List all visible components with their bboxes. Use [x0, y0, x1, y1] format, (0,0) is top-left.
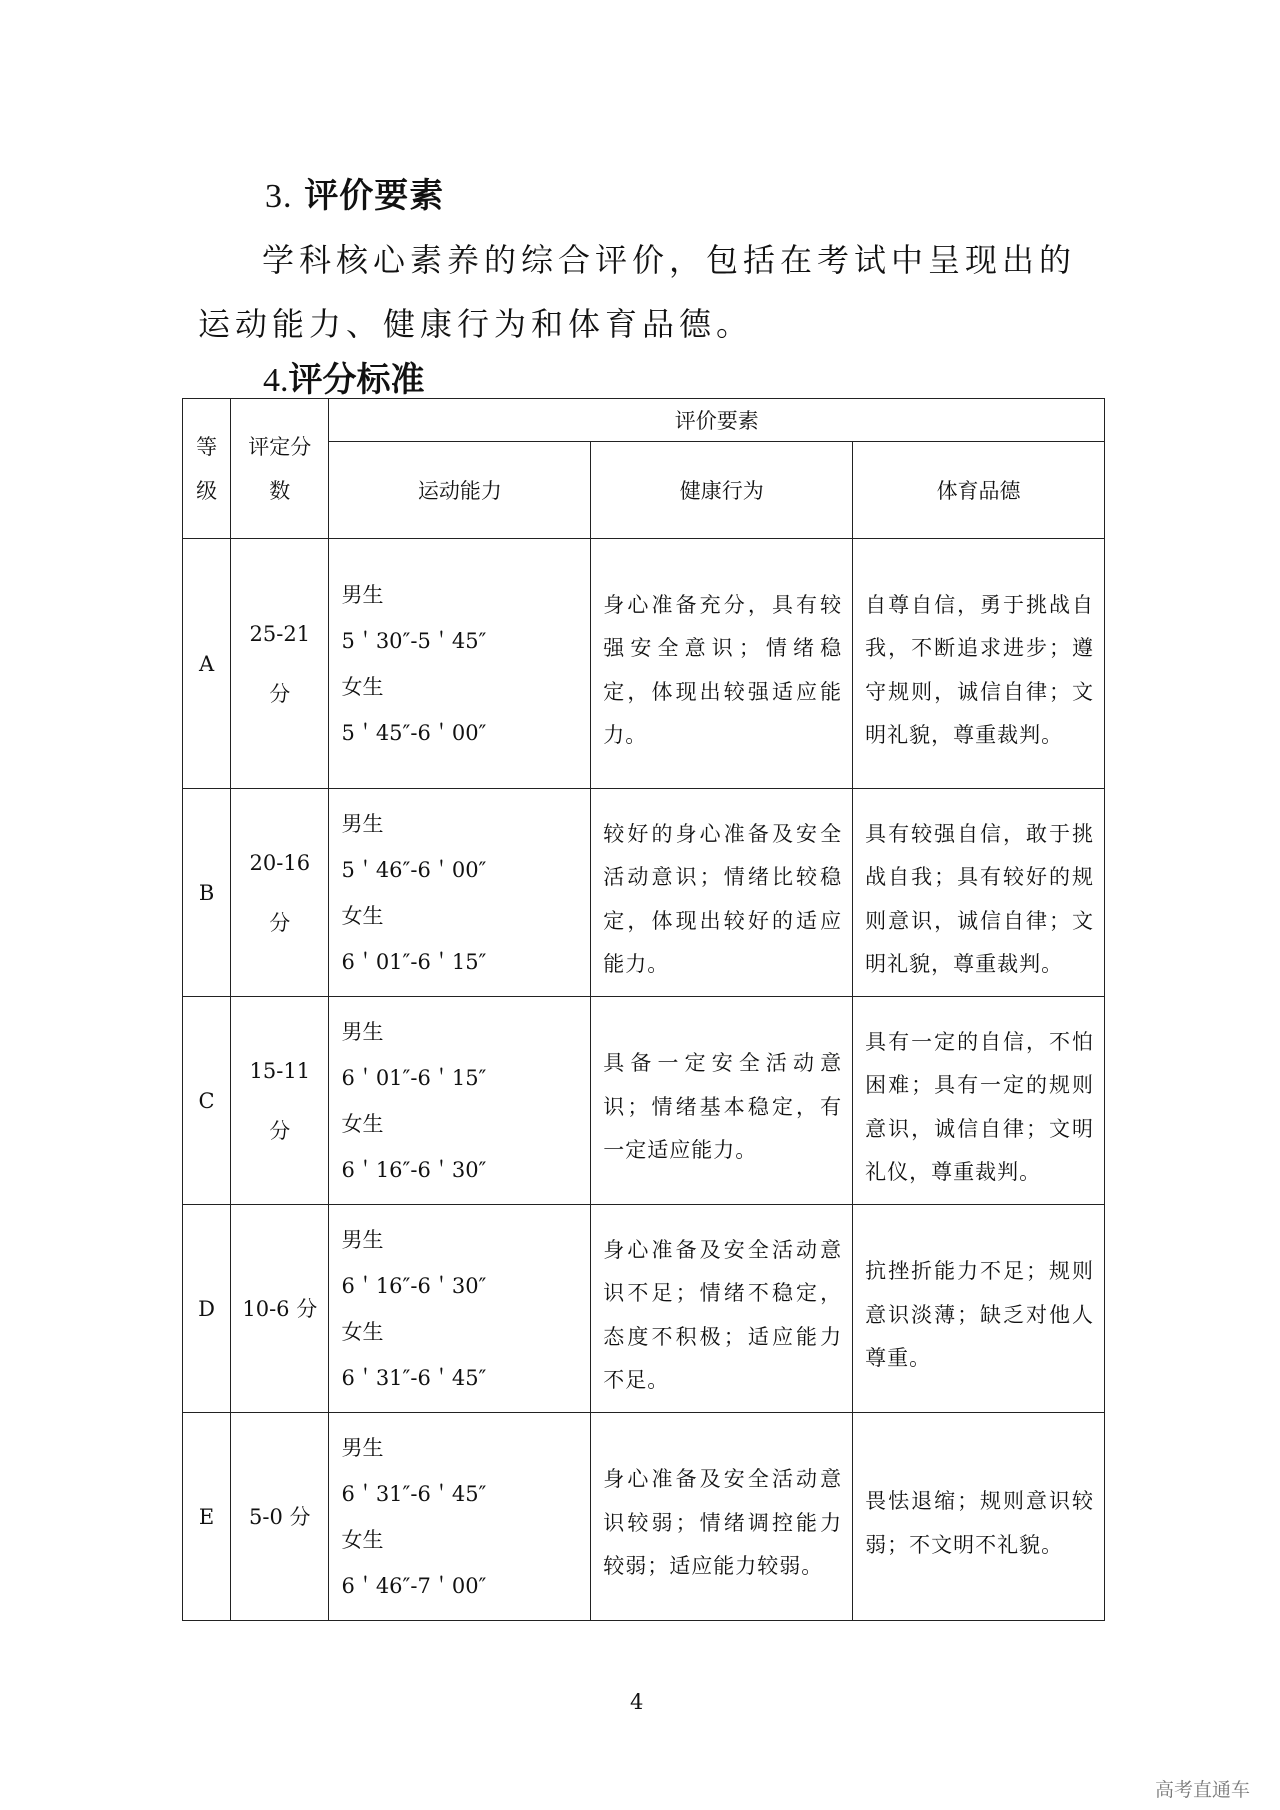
header-score — [231, 399, 329, 539]
header-grade-line-2: 级 — [196, 478, 218, 503]
health-cell — [591, 539, 853, 789]
section-3-title: 评价要素 — [304, 176, 445, 216]
header-score-line-2: 数 — [269, 478, 291, 503]
female-time: 6＇01″-6＇15″ — [341, 949, 487, 974]
section-4-number: 4. — [263, 362, 289, 399]
male-time: 6＇31″-6＇45″ — [341, 1481, 487, 1506]
health-cell — [591, 789, 853, 997]
grade-cell: B — [183, 789, 231, 997]
male-label: 男生 — [341, 1227, 384, 1252]
scoring-standard-table — [182, 398, 1105, 1621]
health-text: 身心准备充分，具有较强安全意识；情绪稳定，体现出较强适应能力。 — [603, 592, 843, 747]
score-unit: 分 — [269, 910, 291, 935]
female-time: 5＇45″-6＇00″ — [341, 720, 487, 745]
header-evaluation-group: 评价要素 — [329, 399, 1105, 442]
motion-cell — [329, 997, 591, 1205]
female-label: 女生 — [341, 1111, 384, 1136]
health-cell — [591, 1205, 853, 1413]
male-label: 男生 — [341, 811, 384, 836]
health-text: 较好的身心准备及安全活动意识；情绪比较稳定，体现出较好的适应能力。 — [603, 821, 843, 976]
section-4-title: 评分标准 — [288, 360, 425, 400]
moral-text: 具有较强自信，敢于挑战自我；具有较好的规则意识，诚信自律；文明礼貌，尊重裁判。 — [865, 821, 1094, 976]
moral-cell — [853, 789, 1105, 997]
male-time: 6＇16″-6＇30″ — [341, 1273, 487, 1298]
motion-cell — [329, 539, 591, 789]
evaluation-paragraph: 学科核心素养的综合评价，包括在考试中呈现出的运动能力、健康行为和体育品德。 — [198, 241, 1077, 343]
score-range: 5-0 分 — [249, 1504, 311, 1529]
grade-cell: C — [183, 997, 231, 1205]
male-time: 5＇30″-5＇45″ — [341, 628, 487, 653]
table-row — [183, 539, 1105, 789]
section-3-heading — [265, 168, 444, 217]
moral-cell — [853, 1413, 1105, 1621]
male-label: 男生 — [341, 582, 384, 607]
header-health-behavior: 健康行为 — [591, 442, 853, 539]
score-cell — [231, 1413, 329, 1621]
health-text: 身心准备及安全活动意识不足；情绪不稳定，态度不积极；适应能力不足。 — [603, 1237, 843, 1392]
male-time: 6＇01″-6＇15″ — [341, 1065, 487, 1090]
watermark-text: 高考直通车 — [1154, 1779, 1250, 1801]
grade-cell: E — [183, 1413, 231, 1621]
female-label: 女生 — [341, 1527, 384, 1552]
grade-cell: A — [183, 539, 231, 789]
header-grade-line-1: 等 — [196, 434, 218, 459]
health-text: 身心准备及安全活动意识较弱；情绪调控能力较弱；适应能力较弱。 — [603, 1467, 843, 1579]
moral-text: 畏怯退缩；规则意识较弱；不文明不礼貌。 — [865, 1489, 1094, 1557]
female-time: 6＇16″-6＇30″ — [341, 1157, 487, 1182]
health-cell — [591, 1413, 853, 1621]
table-row — [183, 1413, 1105, 1621]
female-label: 女生 — [341, 1319, 384, 1344]
header-score-line-1: 评定分 — [248, 434, 312, 459]
table-row — [183, 789, 1105, 997]
health-text: 具备一定安全活动意识；情绪基本稳定，有一定适应能力。 — [603, 1051, 843, 1163]
motion-cell — [329, 1413, 591, 1621]
moral-cell — [853, 1205, 1105, 1413]
moral-text: 自尊自信，勇于挑战自我，不断追求进步；遵守规则，诚信自律；文明礼貌，尊重裁判。 — [865, 592, 1094, 747]
male-time: 5＇46″-6＇00″ — [341, 857, 487, 882]
score-unit: 分 — [269, 681, 291, 706]
moral-cell — [853, 997, 1105, 1205]
grade-cell: D — [183, 1205, 231, 1413]
header-sports-morality: 体育品德 — [853, 442, 1105, 539]
score-range: 20-16 — [249, 850, 311, 875]
female-label: 女生 — [341, 674, 384, 699]
score-range: 25-21 — [249, 621, 311, 646]
section-4-heading — [263, 352, 425, 401]
moral-text: 抗挫折能力不足；规则意识淡薄；缺乏对他人尊重。 — [865, 1259, 1094, 1371]
section-3-number: 3. — [265, 178, 293, 215]
score-range: 10-6 分 — [242, 1296, 318, 1321]
header-motion-ability: 运动能力 — [329, 442, 591, 539]
motion-cell — [329, 789, 591, 997]
female-time: 6＇31″-6＇45″ — [341, 1365, 487, 1390]
score-cell — [231, 1205, 329, 1413]
male-label: 男生 — [341, 1019, 384, 1044]
score-unit: 分 — [269, 1118, 291, 1143]
table-row — [183, 997, 1105, 1205]
page-number: 4 — [630, 1690, 644, 1714]
moral-text: 具有一定的自信，不怕困难；具有一定的规则意识，诚信自律；文明礼仪，尊重裁判。 — [865, 1029, 1094, 1184]
health-cell — [591, 997, 853, 1205]
female-time: 6＇46″-7＇00″ — [341, 1573, 487, 1598]
table-row — [183, 1205, 1105, 1413]
motion-cell — [329, 1205, 591, 1413]
header-grade — [183, 399, 231, 539]
score-cell — [231, 789, 329, 997]
moral-cell — [853, 539, 1105, 789]
score-range: 15-11 — [249, 1058, 311, 1083]
score-cell — [231, 997, 329, 1205]
female-label: 女生 — [341, 903, 384, 928]
male-label: 男生 — [341, 1435, 384, 1460]
score-cell — [231, 539, 329, 789]
